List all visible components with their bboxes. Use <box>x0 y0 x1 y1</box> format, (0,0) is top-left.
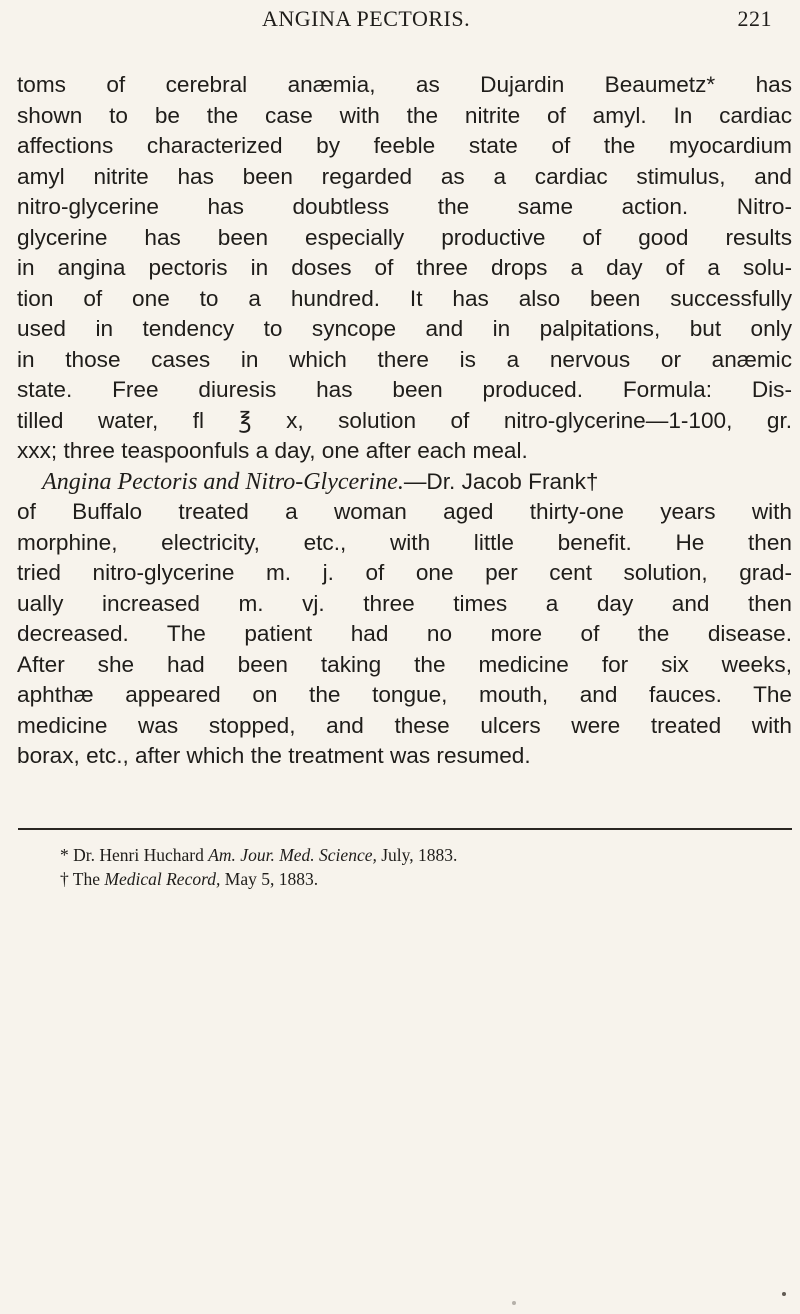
body-line: borax, etc., after which the treatment was resumed. <box>17 743 531 768</box>
body-line: in angina pectoris in doses of three drops a day of a solu- <box>17 255 792 280</box>
body-line: glycerine has been especially productive of good results <box>17 224 792 250</box>
footnote <box>60 867 780 891</box>
footnote-date: July, 1883. <box>376 845 458 865</box>
footnote <box>60 843 780 867</box>
footnote-date: May 5, 1883. <box>220 869 319 889</box>
body-line: xxx; three teaspoonfuls a day, one after each meal. <box>17 438 528 463</box>
body-line: medicine was stopped, and these ulcers were treated with <box>17 712 792 738</box>
body-line: used in tendency to syncope and in palpitations, but only <box>17 316 792 341</box>
body-line: state. Free diuresis has been produced. Formula: Dis- <box>17 377 792 402</box>
footnotes <box>60 843 780 891</box>
footnote-source: Am. Jour. Med. Science, <box>208 845 377 865</box>
body-line: of Buffalo treated a woman aged thirty-one years with <box>17 499 792 524</box>
body-line: amyl nitrite has been regarded as a cardiac stimulus, and <box>17 163 792 189</box>
body-line: tried nitro-glycerine m. j. of one per cent solution, grad- <box>17 560 792 585</box>
body-line: After she had been taking the medicine for six weeks, <box>17 651 792 677</box>
footnote-divider <box>18 828 792 830</box>
body-line: shown to be the case with the nitrite of amyl. In cardiac <box>17 102 792 128</box>
footnote-lead: * Dr. Henri Huchard <box>60 845 209 865</box>
section-first-line <box>17 467 792 498</box>
page-number: 221 <box>737 6 772 31</box>
footnote-lead: † The <box>60 869 105 889</box>
running-head-title: ANGINA PECTORIS. <box>262 6 471 31</box>
body-text <box>17 70 792 772</box>
body-line: tion of one to a hundred. It has also been successfully <box>17 285 792 311</box>
body-line: decreased. The patient had no more of the disease. <box>17 621 792 646</box>
body-line: aphthæ appeared on the tongue, mouth, and fauces. The <box>17 682 792 707</box>
body-line: affections characterized by feeble state of the myocardium <box>17 133 792 158</box>
body-line: morphine, electricity, etc., with little benefit. He then <box>17 529 792 555</box>
body-line: toms of cerebral anæmia, as Dujardin Beaumetz* has <box>17 72 792 97</box>
section-first-line-text: —Dr. Jacob Frank† <box>403 468 599 494</box>
body-line: nitro-glycerine has doubtless the same action. Nitro- <box>17 194 792 219</box>
body-line: in those cases in which there is a nervous or anæmic <box>17 346 792 372</box>
running-head <box>0 4 800 36</box>
ink-speck <box>782 1292 786 1296</box>
body-line: ually increased m. vj. three times a day and then <box>17 590 792 616</box>
footnote-source: Medical Record, <box>104 869 221 889</box>
body-line: tilled water, fl ℥ x, solution of nitro-glycerine—1-100, gr. <box>17 407 792 433</box>
section-heading: Angina Pectoris and Nitro-Glycerine. <box>42 468 404 495</box>
ink-speck <box>512 1301 516 1305</box>
